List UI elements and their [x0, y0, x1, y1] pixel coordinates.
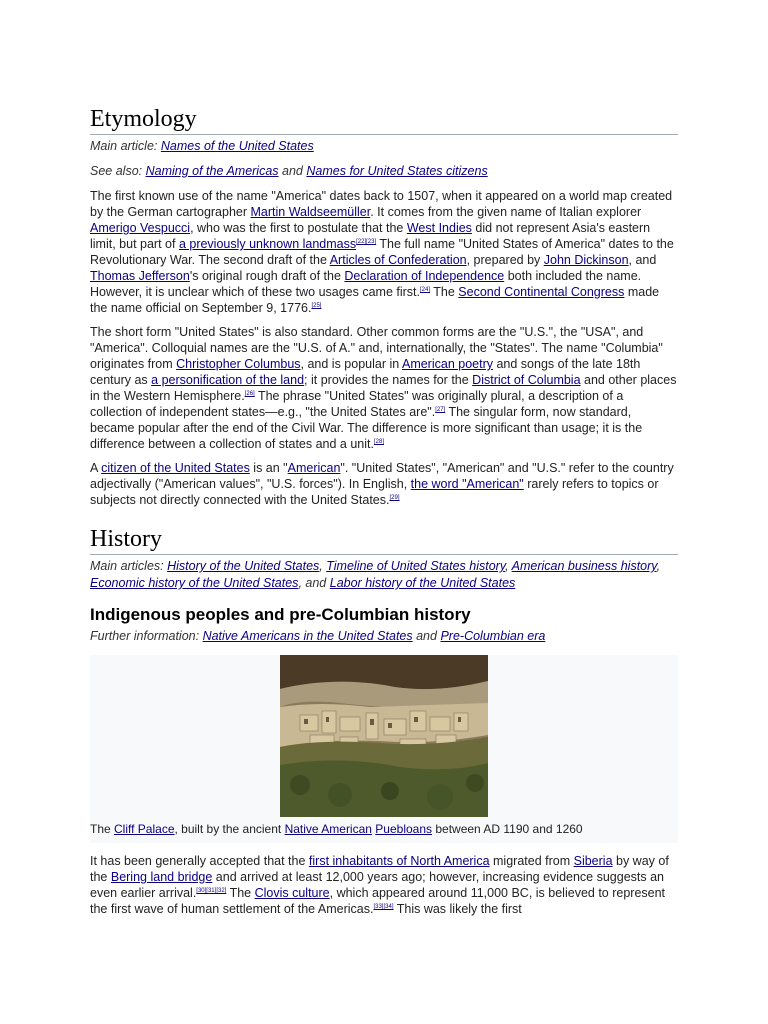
link-names-of-us[interactable]: Names of the United States	[160, 139, 314, 153]
link-american[interactable]: American	[287, 461, 341, 475]
text: rarely refers to topics or subjects not directly connected with the United States.	[90, 477, 659, 507]
text: It has been generally accepted that the	[90, 854, 309, 868]
link-business-history[interactable]: American business history	[511, 559, 657, 573]
text: ,	[319, 559, 323, 573]
link-names-for-citizens[interactable]: Names for United States citizens	[306, 164, 488, 178]
text: A	[90, 461, 102, 475]
link-word-american[interactable]: the word "American"	[410, 477, 524, 491]
link-thomas-jefferson[interactable]: Thomas Jefferson	[90, 269, 190, 283]
citation[interactable]: [29]	[389, 495, 400, 501]
hatnote-label: Main articles:	[90, 559, 164, 573]
text: , built by the ancient	[174, 822, 285, 836]
text: made the name official on September 9, 1776.	[90, 285, 660, 315]
link-history-us[interactable]: History of the United States	[167, 559, 320, 573]
link-unknown-landmass[interactable]: a previously unknown landmass	[178, 237, 357, 251]
text: ,	[298, 576, 302, 590]
text: by way of the	[90, 854, 669, 884]
citation[interactable]: [27]	[435, 407, 446, 413]
link-pre-columbian-era[interactable]: Pre-Columbian era	[440, 629, 546, 643]
text: The singular form, now standard, became popular after the end of the Civil War. The difference is more significant than usage; it is the difference between a collection of states and a unit.	[90, 405, 643, 451]
history-heading: History	[90, 524, 678, 555]
text: The full name "United States of America" dates to the Revolutionary War. The second draft of the	[90, 237, 674, 267]
text: 's original rough draft of the	[189, 269, 345, 283]
text: The short form "United States" is also standard. Other common forms are the "U.S.", the "USA", and "America". Colloquial names are the "U.S. of A." and, internationally, the "States". The name "Columbia" originates from	[90, 325, 663, 371]
citation[interactable]: [22][23]	[356, 239, 377, 245]
text: and	[305, 576, 327, 590]
link-clovis-culture[interactable]: Clovis culture	[254, 886, 330, 900]
link-labor-history[interactable]: Labor history of the United States	[329, 576, 516, 590]
text: and	[416, 629, 437, 643]
link-american-poetry[interactable]: American poetry	[401, 357, 493, 371]
indigenous-heading: Indigenous peoples and pre-Columbian history	[90, 605, 471, 624]
text: The first known use of the name "America" dates back to 1507, when it appeared on a world map created by the German cartographer	[90, 189, 673, 219]
cliff-palace-figure	[90, 655, 678, 843]
link-west-indies[interactable]: West Indies	[406, 221, 472, 235]
citation[interactable]: [30][31][32]	[196, 888, 227, 894]
citation[interactable]: [33][34]	[373, 904, 394, 910]
link-articles-of-confederation[interactable]: Articles of Confederation	[329, 253, 467, 267]
citation[interactable]: [25]	[311, 303, 322, 309]
hatnote-and: and	[282, 164, 303, 178]
article-body	[90, 104, 678, 925]
link-declaration[interactable]: Declaration of Independence	[344, 269, 505, 283]
text: . It comes from the given name of Italian explorer	[370, 205, 642, 219]
hatnote-label: Further information:	[90, 629, 200, 643]
text: between AD 1190 and 1260	[432, 822, 583, 836]
link-district-of-columbia[interactable]: District of Columbia	[472, 373, 581, 387]
citation[interactable]: [24]	[420, 287, 431, 293]
see-also-hatnote	[90, 163, 678, 180]
link-personification[interactable]: a personification of the land	[151, 373, 305, 387]
text: , prepared by	[466, 253, 544, 267]
text: The phrase "United States" was originally plural, a description of a collection of independent states—e.g., "the United States are".	[90, 389, 624, 419]
link-citizen[interactable]: citizen of the United States	[101, 461, 250, 475]
hatnote-label: See also:	[90, 164, 143, 178]
link-economic-history[interactable]: Economic history of the United States	[90, 576, 299, 590]
link-columbus[interactable]: Christopher Columbus	[176, 357, 301, 371]
link-waldseemuller[interactable]: Martin Waldseemüller	[250, 205, 371, 219]
text: both included the name. However, it is unclear which of these two usages came first.	[90, 269, 642, 299]
text: and arrived at least 12,000 years ago; however, increasing evidence suggests an even earlier arrival.	[90, 870, 665, 900]
text: and songs of the late 18th century as	[90, 357, 641, 387]
link-john-dickinson[interactable]: John Dickinson	[543, 253, 629, 267]
citation[interactable]: [26]	[244, 391, 255, 397]
text: ,	[656, 559, 661, 573]
link-timeline[interactable]: Timeline of United States history	[326, 559, 506, 573]
text: did not represent Asia's eastern limit, but part of	[90, 221, 651, 251]
link-naming-of-americas[interactable]: Naming of the Americas	[145, 164, 279, 178]
text: ". "United States", "American" and "U.S." refer to the country adjectivally ("American values", "U.S. forces"). In English,	[90, 461, 674, 491]
link-siberia[interactable]: Siberia	[573, 854, 613, 868]
further-information-hatnote	[90, 628, 678, 645]
text: migrated from	[489, 854, 574, 868]
etymology-paragraph-3	[90, 460, 678, 508]
text: This was likely the first	[393, 902, 522, 916]
link-native-american[interactable]: Native American	[284, 822, 372, 836]
link-vespucci[interactable]: Amerigo Vespucci	[90, 221, 191, 235]
text: , which appeared around 11,000 BC, is believed to represent the first wave of human settlement of the Americas.	[90, 886, 666, 916]
link-puebloans[interactable]: Puebloans	[375, 822, 433, 836]
cliff-palace-photo[interactable]	[280, 655, 488, 817]
text: , and is popular in	[300, 357, 402, 371]
link-cliff-palace[interactable]: Cliff Palace	[114, 822, 175, 836]
main-article-hatnote	[90, 138, 678, 155]
text: , who was the first to postulate that the	[190, 221, 407, 235]
figure-caption	[90, 821, 678, 837]
text: , and	[628, 253, 657, 267]
text: ; it provides the names for the	[304, 373, 473, 387]
link-first-inhabitants[interactable]: first inhabitants of North America	[308, 854, 490, 868]
link-bering-land-bridge[interactable]: Bering land bridge	[110, 870, 213, 884]
history-paragraph-1	[90, 853, 678, 917]
etymology-heading: Etymology	[90, 104, 678, 135]
text: The	[90, 822, 115, 836]
link-native-americans[interactable]: Native Americans in the United States	[202, 629, 413, 643]
etymology-paragraph-2	[90, 324, 678, 452]
text: and other places in the Western Hemisphere.	[90, 373, 677, 403]
history-main-articles	[90, 558, 678, 592]
text: ,	[505, 559, 509, 573]
text: is an "	[249, 461, 288, 475]
link-continental-congress[interactable]: Second Continental Congress	[458, 285, 625, 299]
etymology-paragraph-1	[90, 188, 678, 316]
citation[interactable]: [28]	[373, 439, 384, 445]
hatnote-label: Main article:	[90, 139, 158, 153]
text: The	[226, 886, 255, 900]
text: The	[430, 285, 459, 299]
